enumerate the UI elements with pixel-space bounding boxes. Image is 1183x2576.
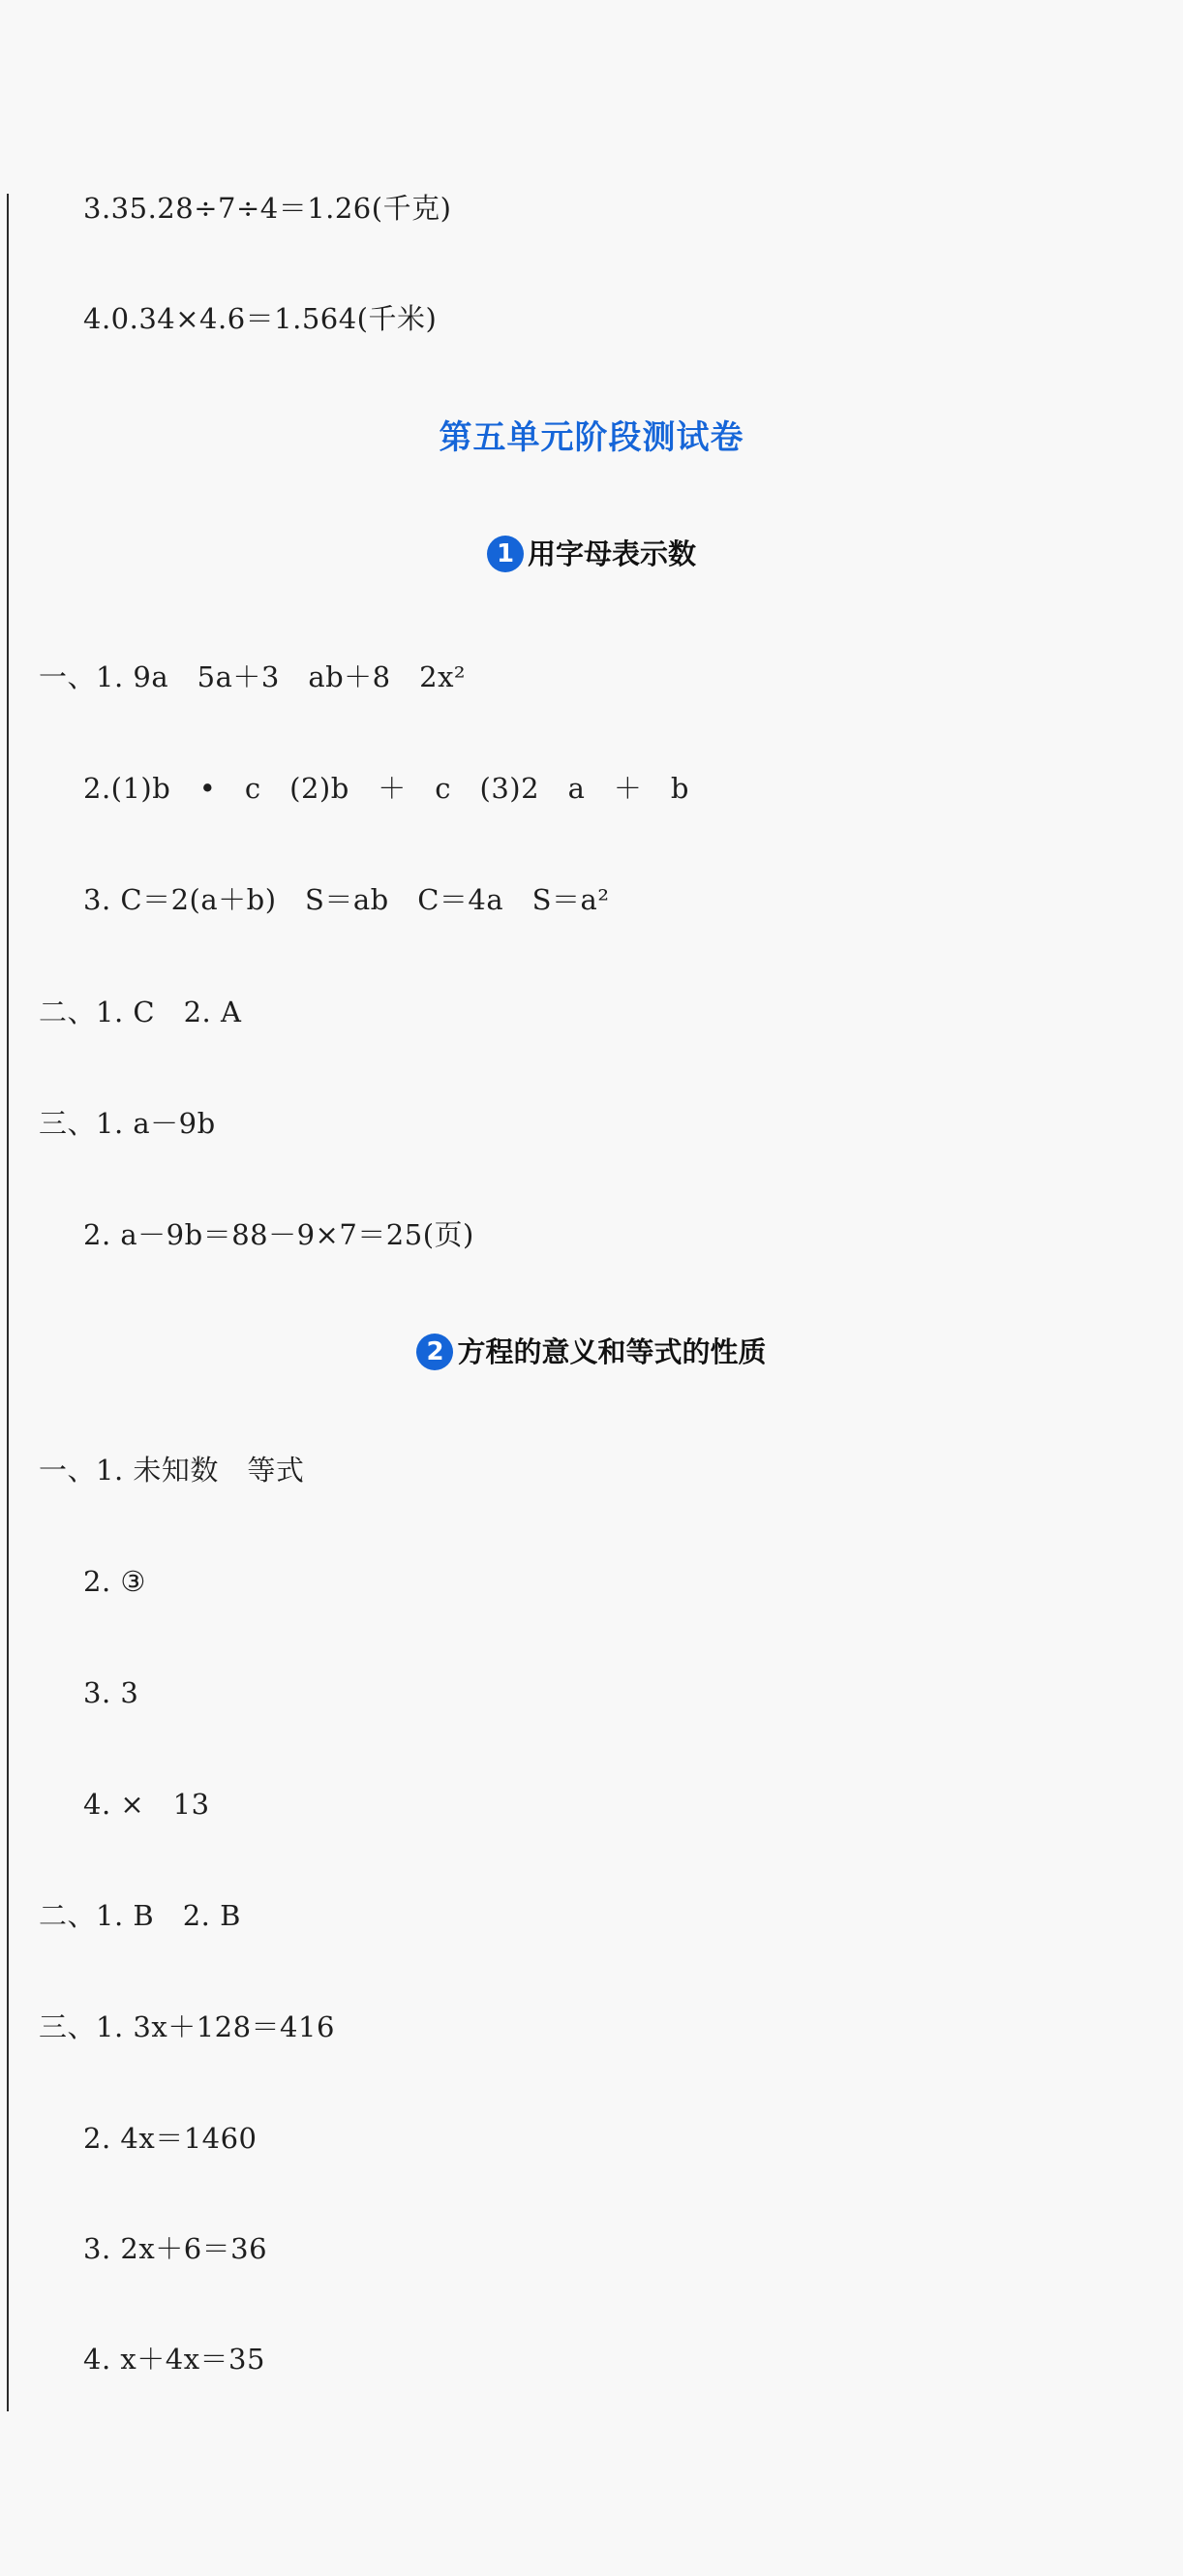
answer-line: 3. C＝2(a＋b) S＝ab C＝4a S＝a² [83, 883, 610, 916]
prev-answer-line: 3.35.28÷7÷4＝1.26(千克) [83, 192, 452, 225]
left-margin-rule [7, 194, 9, 2411]
unit-test-title: 第五单元阶段测试卷 [439, 418, 744, 457]
answer-line: 2. a－9b＝88－9×7＝25(页) [83, 1218, 474, 1251]
answer-line: 三、1. 3x＋128＝416 [39, 2010, 335, 2043]
section-heading-1 [0, 535, 1183, 574]
answer-line: 二、1. C 2. A [39, 996, 242, 1028]
answer-line: 二、1. B 2. B [39, 1899, 241, 1932]
section-heading-2 [0, 1333, 1183, 1372]
answer-line: 4. × 13 [83, 1788, 210, 1821]
prev-answer-line: 4.0.34×4.6＝1.564(千米) [83, 302, 438, 335]
answer-line: 2. ③ [83, 1565, 146, 1598]
section-number-badge: 1 [487, 536, 524, 572]
section-number-badge: 2 [416, 1334, 453, 1370]
answer-line: 2.(1)b • c (2)b ＋ c (3)2 a ＋ b [83, 772, 689, 805]
answer-line: 3. 3 [83, 1676, 139, 1709]
section-title: 方程的意义和等式的性质 [457, 1335, 767, 1368]
section-title: 用字母表示数 [527, 537, 696, 570]
answer-line: 三、1. a－9b [39, 1107, 216, 1140]
answer-line: 4. x＋4x＝35 [83, 2343, 265, 2376]
answer-line: 一、1. 9a 5a＋3 ab＋8 2x² [39, 660, 467, 693]
answer-line: 一、1. 未知数 等式 [39, 1454, 305, 1487]
answer-line: 3. 2x＋6＝36 [83, 2232, 268, 2265]
answer-line: 2. 4x＝1460 [83, 2122, 258, 2155]
